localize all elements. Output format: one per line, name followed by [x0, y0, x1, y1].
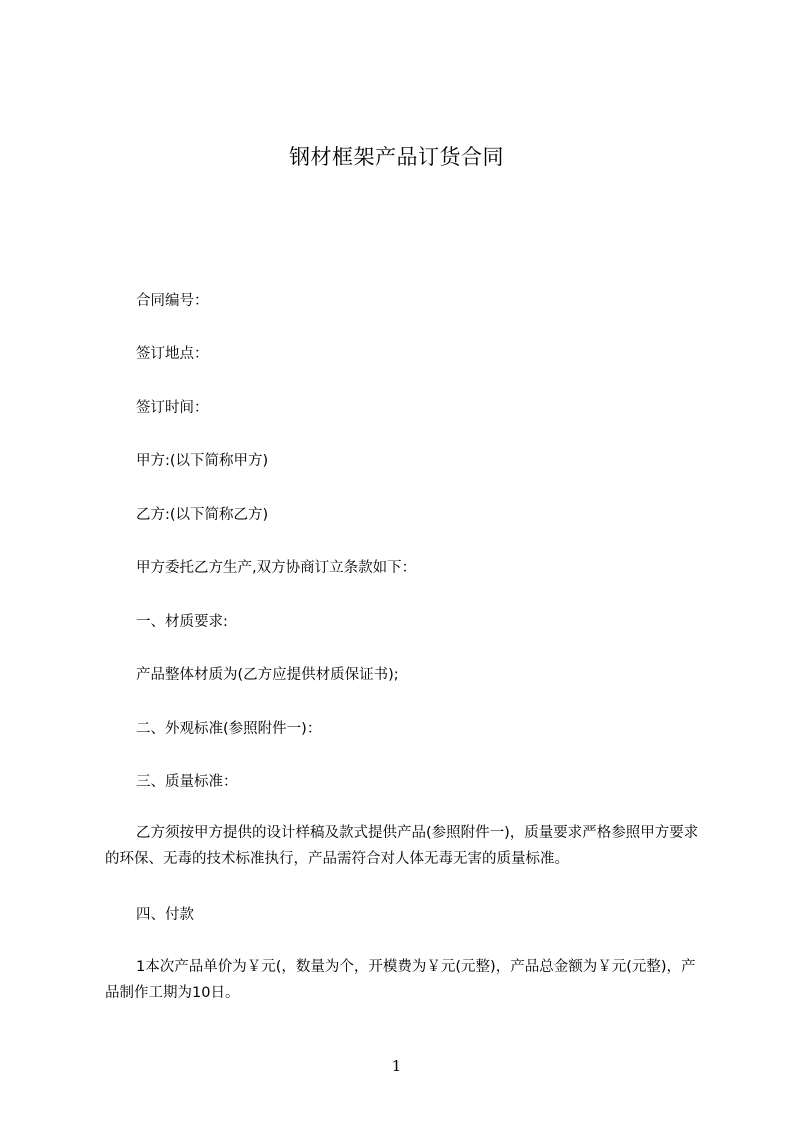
party-b-line: 乙方:(以下简称乙方)	[136, 507, 269, 523]
section4-item1: 1本次产品单价为￥元(，数量为个，开模费为￥元(元整)，产品总金额为￥元(元整)，产品制作工期为10日。	[105, 959, 696, 1001]
contract-number-field: 合同编号：	[136, 293, 209, 309]
signing-time-field: 签订时间：	[136, 400, 209, 416]
document-title: 钢材框架产品订货合同	[289, 145, 504, 169]
section3-body: 乙方须按甲方提供的设计样稿及款式提供产品(参照附件一)，质量要求严格参照甲方要求的环保、无毒的技术标准执行，产品需符合对人体无毒无害的质量标准。	[105, 825, 699, 867]
section1-body: 产品整体材质为(乙方应提供材质保证书);	[136, 667, 399, 683]
party-a-line: 甲方:(以下简称甲方)	[136, 453, 269, 469]
page-number: 1	[391, 1057, 402, 1075]
signing-place-field: 签订地点：	[136, 346, 209, 362]
section3-heading: 三、质量标准：	[136, 774, 238, 790]
section2-heading: 二、外观标准(参照附件一)：	[136, 721, 322, 737]
section4-heading: 四、付款	[136, 907, 194, 923]
preamble-line: 甲方委托乙方生产,双方协商订立条款如下：	[136, 560, 417, 576]
section1-heading: 一、材质要求:	[136, 614, 228, 630]
